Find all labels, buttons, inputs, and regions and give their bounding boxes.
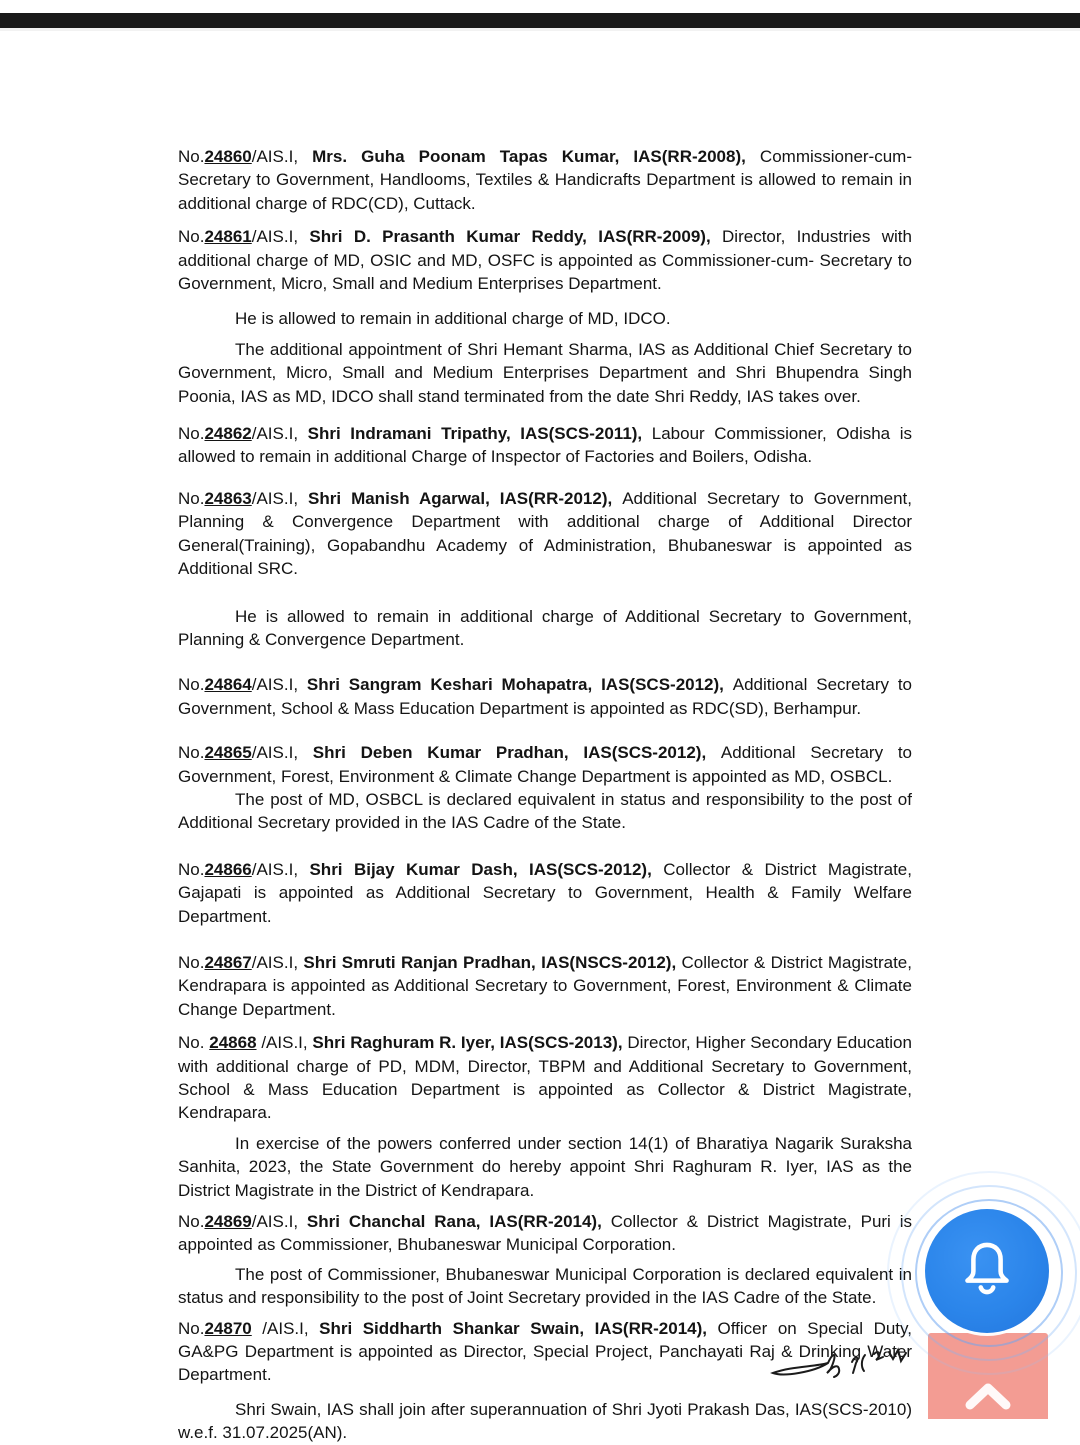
order-paragraph (178, 788, 912, 835)
paragraph-text: The post of MD, OSBCL is declared equivalent in status and responsibility to the post of Additional Secretary provided in the IAS Cadre of the State. (178, 789, 912, 833)
paragraph-text: No. (178, 1212, 205, 1232)
paragraph-text: Shri Indramani Tripathy, IAS(SCS-2011), (307, 424, 652, 444)
order-paragraph (178, 1263, 912, 1310)
chevron-up-icon (962, 1381, 1014, 1411)
paragraph-text: Additional Secretary to Government, Forest, Environment & Climate Change Department is appointed as MD, OSBCL. (178, 743, 912, 786)
paragraph-text: Shri Bijay Kumar Dash, IAS(SCS-2012), (309, 859, 664, 879)
order-paragraph (178, 1210, 912, 1257)
order-paragraph (178, 1132, 912, 1202)
order-number: 24867 (204, 952, 252, 972)
paragraph-text: /AIS.I, (251, 743, 313, 763)
paragraph-text: Labour Commissioner, Odisha is allowed to remain in additional Charge of Inspector of Factories and Boilers, Odisha. (178, 424, 912, 467)
paragraph-text: He is allowed to remain in additional charge of Additional Secretary to Government, Planning & Convergence Department. (178, 606, 912, 649)
order-number: 24865 (204, 743, 252, 763)
paragraph-text: Shri Deben Kumar Pradhan, IAS(SCS-2012), (312, 743, 721, 763)
paragraph-text: /AIS.I, (251, 675, 307, 695)
paragraph-text: No. (178, 1033, 210, 1053)
order-number: 24860 (204, 147, 252, 166)
paragraph-text: Shri Sangram Keshari Mohapatra, IAS(SCS-2012), (306, 675, 733, 695)
order-number: 24864 (204, 675, 252, 695)
paragraph-text: He is allowed to remain in additional charge of MD, IDCO. (235, 309, 671, 329)
paragraph-text: /AIS.I, (251, 227, 310, 247)
order-number: 24861 (204, 227, 252, 247)
paragraph-text: Director, Industries with additional charge of MD, OSIC and MD, OSFC is appointed as Commissioner-cum- Secretary to Government, Micro, Small and Medium Enterprises Department. (178, 227, 912, 294)
order-paragraph (178, 605, 912, 652)
paragraph-text: No. (178, 675, 205, 695)
paragraph-text: Shri Smruti Ranjan Pradhan, IAS(NSCS-2012), (303, 952, 682, 972)
order-paragraph (178, 422, 912, 469)
bell-icon (953, 1237, 1021, 1305)
paragraph-text: No. (178, 424, 205, 444)
paragraph-text: No. (178, 859, 205, 879)
paragraph-text: No. (178, 488, 205, 508)
paragraph-text: Additional Secretary to Government, School & Mass Education Department is appointed as RDC(SD), Berhampur. (178, 675, 912, 718)
document-page (178, 145, 912, 1445)
paragraph-text: Collector & District Magistrate, Gajapati is appointed as Additional Secretary to Government, Health & Family Welfare Department. (178, 859, 912, 926)
order-paragraph (178, 741, 912, 788)
order-paragraph (178, 487, 912, 581)
paragraph-text: Shri D. Prasanth Kumar Reddy, IAS(RR-2009), (309, 227, 723, 247)
order-number: 24863 (204, 488, 252, 508)
order-number: 24862 (204, 424, 252, 444)
order-paragraph (178, 951, 912, 1021)
paragraph-text: /AIS.I, (251, 952, 304, 972)
order-paragraph (178, 338, 912, 408)
paragraph-text: Shri Siddharth Shankar Swain, IAS(RR-2014), (319, 1318, 718, 1338)
paragraph-text: Director, Higher Secondary Education with additional charge of PD, MDM, Director, TBPM and Additional Secretary to Government, School & Mass Education Department is appointed as Collector & District Magistrate, Kendrapara. (178, 1033, 912, 1123)
order-number: 24866 (204, 859, 252, 879)
order-paragraph (178, 858, 912, 928)
order-paragraph (178, 1398, 912, 1445)
paragraph-text: No. (178, 743, 205, 763)
paragraph-text: /AIS.I, (251, 1212, 307, 1232)
order-paragraph (178, 673, 912, 720)
paragraph-text: The post of Commissioner, Bhubaneswar Municipal Corporation is declared equivalent in status and responsibility to the post of Joint Secretary provided in the IAS Cadre of the State. (178, 1264, 912, 1308)
paragraph-text: No. (178, 147, 205, 166)
paragraph-text: Shri Raghuram R. Iyer, IAS(SCS-2013), (312, 1033, 628, 1053)
paragraph-text: Commissioner-cum- Secretary to Government, Handlooms, Textiles & Handicrafts Department is allowed to remain in additional charge of RDC(CD), Cuttack. (178, 147, 912, 213)
paragraph-text: Collector & District Magistrate, Kendrapara is appointed as Additional Secretary to Government, Forest, Environment & Climate Change Department. (178, 952, 912, 1019)
paragraph-text: /AIS.I, (251, 488, 309, 508)
paragraph-text: The additional appointment of Shri Hemant Sharma, IAS as Additional Chief Secretary to Government, Micro, Small and Medium Enterprises Department and Shri Bhupendra Singh Poonia, IAS as MD, IDCO shall stand terminated from the date Shri Reddy, IAS takes over. (178, 339, 912, 406)
paragraph-text: Additional Secretary to Government, Planning & Convergence Department with additional charge of Additional Director General(Training), Gopabandhu Academy of Administration, Bhubaneswar is appointed as Additional SRC. (178, 488, 912, 579)
paragraph-text: In exercise of the powers conferred under section 14(1) of Bharatiya Nagarik Suraksha Sanhita, 2023, the State Government do hereby appoint Shri Raghuram R. Iyer, IAS as the District Magistrate in the District of Kendrapara. (178, 1133, 912, 1200)
paragraph-text: Collector & District Magistrate, Puri is appointed as Commissioner, Bhubaneswar Municipal Corporation. (178, 1212, 912, 1255)
order-number: 24869 (204, 1212, 252, 1232)
notification-bell-button[interactable] (925, 1209, 1049, 1333)
paragraph-text: No. (178, 1318, 205, 1338)
signature-scribble (770, 1342, 920, 1388)
paragraph-text: /AIS.I, (251, 147, 313, 166)
order-number: 24870 (204, 1318, 252, 1338)
order-paragraph (178, 225, 912, 295)
order-paragraph (178, 1031, 912, 1125)
paragraph-text: /AIS.I, (251, 1318, 320, 1338)
order-paragraph (178, 145, 912, 215)
paragraph-text: Shri Swain, IAS shall join after superannuation of Shri Jyoti Prakash Das, IAS(SCS-2010) w.e.f. 31.07.2025(AN). (178, 1399, 912, 1443)
paragraph-text: Shri Manish Agarwal, IAS(RR-2012), (308, 488, 623, 508)
paragraph-text: Shri Chanchal Rana, IAS(RR-2014), (306, 1212, 611, 1232)
order-paragraph (178, 307, 912, 330)
paragraph-text: No. (178, 227, 205, 247)
paragraph-text: /AIS.I, (251, 424, 308, 444)
scroll-to-top-button[interactable] (928, 1333, 1048, 1419)
order-number: 24868 (209, 1033, 257, 1053)
paragraph-text: No. (178, 952, 205, 972)
paragraph-text: Mrs. Guha Poonam Tapas Kumar, IAS(RR-2008), (312, 147, 760, 166)
paragraph-text: Officer on Special Duty, GA&PG Department is appointed as Director, Special Project, Panchayati Raj & Drinking Water Department. (178, 1318, 912, 1385)
top-status-bar (0, 13, 1080, 28)
paragraph-text: /AIS.I, (251, 859, 310, 879)
paragraph-text: /AIS.I, (256, 1033, 313, 1053)
